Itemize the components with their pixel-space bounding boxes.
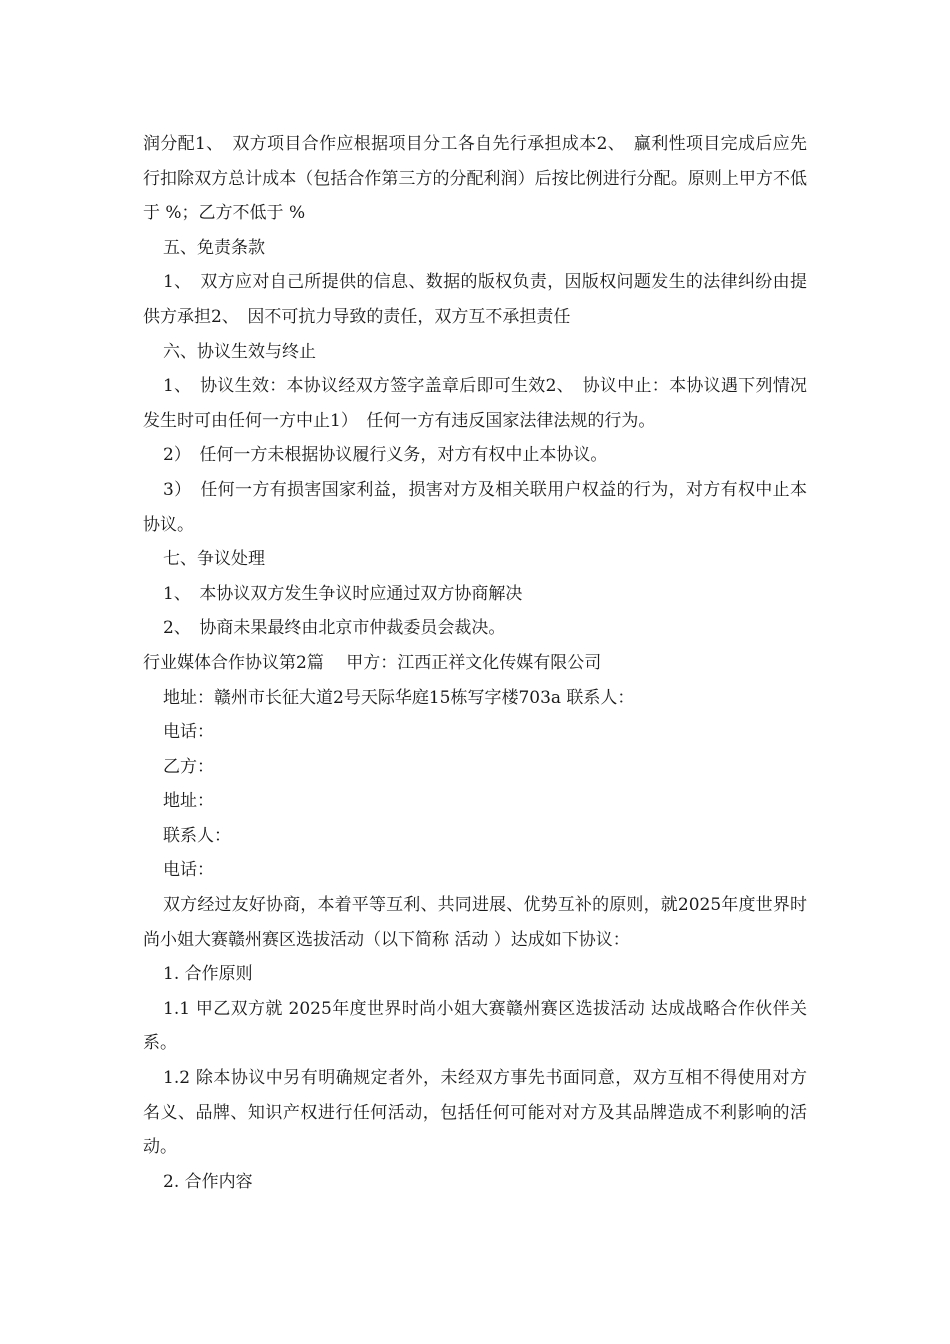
heading-effect-termination: 六、协议生效与终止 [163,341,316,362]
heading-cooperation-content: 2. 合作内容 [163,1171,253,1192]
clause-1-2: 1.2 除本协议中另有明确规定者外，未经双方事先书面同意，双方互相不得使用对方名义、品牌、知识产权进行任何活动，包括任何可能对对方及其品牌造成不利影响的活动。 [143,1068,807,1158]
heading-dispute: 七、争议处理 [163,549,265,570]
heading-agreement-2-party-a: 行业媒体合作协议第2篇 甲方：江西正祥文化传媒有限公司 [143,652,602,673]
paragraph-profit-distribution: 润分配1、 双方项目合作应根据项目分工各自先行承担成本2、 赢利性项目完成后应先行扣除双方总计成本（包括合作第三方的分配利润）后按比例进行分配。原则上甲方不低于 %；乙方不低于 % [143,134,807,224]
party-b-label: 乙方： [163,756,214,777]
paragraph-effect-termination: 1、 协议生效：本协议经双方签字盖章后即可生效2、 协议中止：本协议遇下列情况发生时可由任何一方中止1） 任何一方有违反国家法律法规的行为。 [143,376,807,431]
heading-cooperation-principles: 1. 合作原则 [163,964,253,985]
paragraph-preamble: 双方经过友好协商，本着平等互利、共同进展、优势互补的原则，就2025年度世界时尚小姐大赛赣州赛区选拔活动（以下简称 活动 ）达成如下协议： [143,895,807,950]
party-b-contact: 联系人： [163,825,231,846]
paragraph-dispute-item-2: 2、 协商未果最终由北京市仲裁委员会裁决。 [163,618,506,639]
document-body [143,127,807,1199]
paragraph-dispute-item-1: 1、 本协议双方发生争议时应通过双方协商解决 [163,583,523,604]
party-b-address: 地址： [163,791,214,812]
paragraph-disclaimer-terms: 1、 双方应对自己所提供的信息、数据的版权负责，因版权问题发生的法律纠纷由提供方承担2、 因不可抗力导致的责任，双方互不承担责任 [143,272,807,327]
party-a-phone: 电话： [163,722,214,743]
heading-disclaimer: 五、免责条款 [163,237,265,258]
paragraph-termination-item-2: 2） 任何一方未根据协议履行义务，对方有权中止本协议。 [163,445,608,466]
paragraph-termination-item-3: 3） 任何一方有损害国家利益，损害对方及相关联用户权益的行为，对方有权中止本协议。 [143,479,807,535]
party-a-address: 地址：赣州市长征大道2号天际华庭15栋写字楼703a 联系人： [163,687,635,708]
party-b-phone: 电话： [163,860,214,881]
clause-1-1: 1.1 甲乙双方就 2025年度世界时尚小姐大赛赣州赛区选拔活动 达成战略合作伙伴关系。 [143,998,807,1054]
